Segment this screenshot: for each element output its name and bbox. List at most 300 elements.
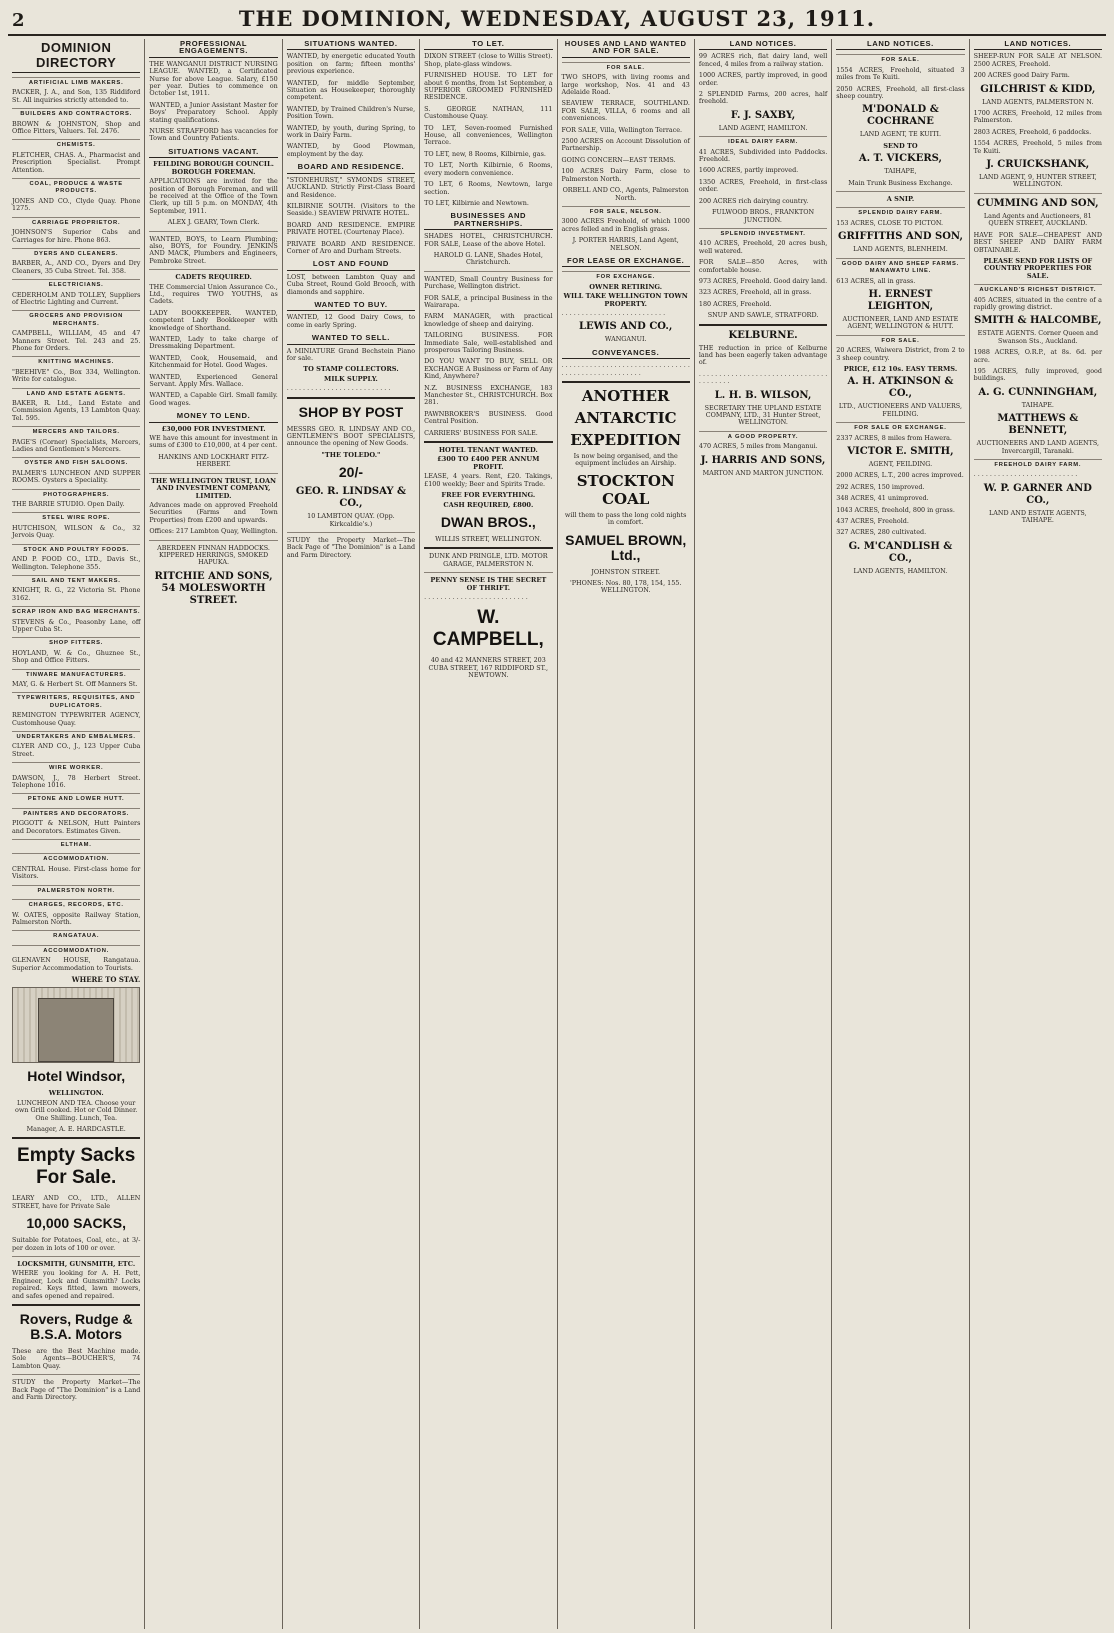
directory-section-head: COAL, PRODUCE & WASTE PRODUCTS. xyxy=(12,178,140,196)
land-ads-3 xyxy=(699,240,827,308)
locksmith-title: LOCKSMITH, GUNSMITH, ETC. xyxy=(17,1260,136,1268)
matthews-address: AUCTIONEERS AND LAND AGENTS, Invercargill, Taranaki. xyxy=(976,439,1100,455)
classified-ad: 200 ACRES good Dairy Farm. xyxy=(973,71,1070,80)
directory-section-head: GROCERS AND PROVISION MERCHANTS. xyxy=(12,310,140,328)
classified-ad: 348 ACRES, 41 unimproved. xyxy=(836,494,929,503)
classified-ad: WANTED, a Junior Assistant Master for Boys' Preparatory School. Apply stating qualifications. xyxy=(149,100,278,124)
directory-entry: CAMPBELL, WILLIAM, 45 and 47 Manners Street. Tel. 243 and 25. Phone for Orders. xyxy=(12,329,141,352)
business-sign: HAROLD G. LANE, Shades Hotel, Christchurch. xyxy=(433,250,543,267)
dunk-pringle: DUNK AND PRINGLE, LTD. MOTOR GARAGE, PALMERSTON N. xyxy=(429,552,548,568)
directory-sections xyxy=(12,77,140,972)
money-heading: MONEY TO LEND. xyxy=(149,411,277,422)
classified-ad: SEAVIEW TERRACE, SOUTHLAND. FOR SALE, VILLA, 6 rooms and all conveniences. xyxy=(561,99,690,123)
money-amount: £30,000 FOR INVESTMENT. xyxy=(161,424,266,433)
classified-ad: 973 ACRES, Freehold. Good dairy land. xyxy=(698,276,828,285)
antarctic-line-3: EXPEDITION xyxy=(570,431,682,449)
exchange-heading: FOR LEASE OR EXCHANGE. xyxy=(562,256,690,267)
lewis-name: LEWIS AND CO., xyxy=(579,321,673,333)
toledo: "THE TOLEDO." xyxy=(321,450,381,459)
directory-entry: HUTCHISON, WILSON & Co., 32 Jervois Quay. xyxy=(12,523,141,540)
classified-ad: WANTED, Experienced General Servant. Apply Mrs. Wallace. xyxy=(149,372,278,389)
porter-harris: J. PORTER HARRIS, Land Agent, NELSON. xyxy=(572,236,679,252)
land-notices-heading-2: LAND NOTICES. xyxy=(836,39,964,50)
dwan-bros: DWAN BROS., xyxy=(440,513,536,530)
saxby-name: F. J. SAXBY, xyxy=(730,109,796,121)
situations-vacant-heading: SITUATIONS VACANT. xyxy=(149,147,277,158)
fulwood: FULWOOD BROS., FRANKTON JUNCTION. xyxy=(712,208,815,224)
directory-section-head: ACCOMMODATION. xyxy=(12,853,140,863)
classified-ad: 2 SPLENDID Farms, 200 acres, half freehold. xyxy=(698,90,828,106)
snip-text: 153 ACRES, CLOSE TO PICTON. xyxy=(836,218,944,227)
lost-heading: LOST AND FOUND xyxy=(287,259,415,270)
directory-section-head: PAINTERS AND DECORATORS. xyxy=(12,808,140,818)
price-terms: PRICE, £12 10s. EASY TERMS. xyxy=(843,364,958,373)
classified-ad: 100 ACRES Dairy Farm, close to Palmerston North. xyxy=(561,167,690,183)
hotel-name: Hotel Windsor, xyxy=(27,1068,126,1085)
classified-ad: TO LET, North Kilbirnie, 6 Rooms, every modern convenience. xyxy=(424,161,553,177)
directory-entry: JOHNSON'S Superior Cabs and Carriages for hire. Phone 863. xyxy=(12,228,141,244)
classified-ad: CARRIERS' BUSINESS FOR SALE. xyxy=(424,428,538,437)
directory-section-head: RANGATAUA. xyxy=(12,930,140,940)
samuel-brown: SAMUEL BROWN, Ltd., xyxy=(565,531,687,563)
lindsay-name: GEO. R. LINDSAY & CO., xyxy=(295,486,407,510)
board-ads xyxy=(287,177,415,256)
directory-entry: PIGGOTT & NELSON, Hutt Painters and Decorators. Estimates Given. xyxy=(12,819,141,835)
lindsay-address: 10 LAMBTON QUAY. (Opp. Kirkcaldie's.) xyxy=(307,512,395,528)
land-notices-heading-3: LAND NOTICES. xyxy=(974,39,1102,50)
land-ads-6 xyxy=(974,53,1102,79)
wanted-sell-heading: WANTED TO SELL. xyxy=(287,333,415,344)
wanted-buy-text: WANTED, 12 Good Dairy Cows, to come in early Spring. xyxy=(286,313,416,329)
directory-entry: THE BARRIE STUDIO. Open Daily. xyxy=(12,500,125,509)
hotel-city: WELLINGTON. xyxy=(48,1089,104,1098)
hotel-illustration xyxy=(12,987,140,1063)
town-property: WILL TAKE WELLINGTON TOWN PROPERTY. xyxy=(563,292,688,308)
directory-entry: CEDERHOLM AND TOLLEY, Suppliers of Electric Lighting and Current. xyxy=(12,290,141,306)
classified-ad: N.Z. BUSINESS EXCHANGE, 183 Manchester St., CHRISTCHURCH. Box 281. xyxy=(424,383,553,407)
nelson-text: 3000 ACRES Freehold, of which 1000 acres felled and in English grass. xyxy=(561,217,690,233)
directory-section-head: ELTHAM. xyxy=(12,839,140,849)
houses-ads xyxy=(562,74,690,183)
directory-entry: "BEEHIVE" Co., Box 334, Wellington. Write for catalogue. xyxy=(12,367,141,384)
vacant-text: APPLICATIONS are invited for the position of Borough Foreman, and will be received at the Office of the Town Clerk, up till 5 p.m. on MONDAY, 4th September, 1911. xyxy=(149,177,278,215)
classified-ad: THE WANGANUI DISTRICT NURSING LEAGUE. WANTED, a Certificated Nurse for above League. Salary, £150 per year. Duties to commence on October 1st, 1911. xyxy=(149,59,278,98)
directory-section-head: ACCOMMODATION. xyxy=(12,945,140,955)
vacant-sign: ALEX J. GEARY, Town Clerk. xyxy=(167,218,260,227)
situations-wanted-heading: SITUATIONS WANTED. xyxy=(287,39,415,50)
directory-section-head: STOCK AND POULTRY FOODS. xyxy=(12,544,140,554)
atkinson-name: A. H. ATKINSON & CO., xyxy=(847,376,954,400)
wilson-name: L. H. B. WILSON, xyxy=(714,389,812,401)
snip-sub: SPLENDID DAIRY FARM. xyxy=(836,207,964,217)
sacks-text: LEARY AND CO., LTD., ALLEN STREET, have for Private Sale xyxy=(12,1194,141,1210)
classified-ad: 41 ACRES, Subdivided into Paddocks. Freehold. xyxy=(698,147,828,164)
stockton-coal: STOCKTON COAL xyxy=(576,471,675,508)
classified-ad: 1043 ACRES, freehold, 800 in grass. xyxy=(836,505,955,514)
houses-heading: HOUSES AND LAND WANTED AND FOR SALE. xyxy=(562,39,690,58)
smith-address: AGENT, FEILDING. xyxy=(868,459,933,468)
gilchrist-name: GILCHRIST & KIDD, xyxy=(980,83,1096,95)
hotel-lease-text: LEASE, 4 years. Rent, £20. Takings, £100 weekly; Beer and Spirits Trade. xyxy=(424,472,553,488)
classified-ad: 200 ACRES rich dairying country. xyxy=(698,196,809,205)
classified-ad: 327 ACRES, 280 cultivated. xyxy=(836,528,927,537)
owner-retiring: OWNER RETIRING. xyxy=(589,282,663,291)
directory-entry: BROWN & JOHNSTON, Shop and Office Fitters, Valuers. Tel. 2476. xyxy=(12,119,141,136)
classified-ad: 2000 ACRES, L.T., 200 acres improved. xyxy=(836,471,964,480)
cunningham-name: A. G. CUNNINGHAM, xyxy=(978,386,1098,398)
cumming-name: CUMMING AND SON, xyxy=(976,197,1099,209)
land-ads-2 xyxy=(699,149,827,205)
directory-entry: FLETCHER, CHAS. A., Pharmacist and Prescription Specialist. Prompt Attention. xyxy=(12,150,141,174)
directory-entry: BAKER, R. Ltd., Land Estate and Commission Agents, 13 Lambton Quay. Tel. 595. xyxy=(12,399,141,422)
smith-name: VICTOR E. SMITH, xyxy=(847,445,954,457)
classified-ad: WANTED, Cook, Housemaid, and Kitchenmaid for Hotel. Good Wages. xyxy=(149,353,278,370)
classified-ad: 2500 ACRES on Account Dissolution of Partnership. xyxy=(561,137,690,153)
lewis-city: WANGANUI. xyxy=(604,335,647,344)
griffiths-name: GRIFFITHS AND SON, xyxy=(837,231,963,243)
directory-section-head: MERCERS AND TAILORS. xyxy=(12,426,140,436)
classified-ad: 2050 ACRES, Freehold, all first-class sheep country. xyxy=(836,84,965,101)
rovers-title: Rovers, Rudge & B.S.A. Motors xyxy=(19,1311,133,1343)
directory-section-head: CHEMISTS. xyxy=(12,139,140,149)
money-text: WE have this amount for investment in sums of £300 to £10,000, at 4 per cent. xyxy=(149,434,278,450)
directory-entry: PALMER'S LUNCHEON AND SUPPER ROOMS. Oysters a Speciality. xyxy=(12,468,141,485)
orbell: ORBELL AND CO., Agents, Palmerston North. xyxy=(562,186,689,202)
land-ads-7 xyxy=(974,110,1102,155)
hotel-manager: Manager, A. E. HARDCASTLE. xyxy=(26,1124,126,1133)
classified-ad: WANTED, for middle September, Situation as Housekeeper, thoroughly competent. xyxy=(286,78,416,102)
exchange-sub-2: FOR SALE OR EXCHANGE. xyxy=(836,422,964,432)
classified-ad: 1554 ACRES, Freehold, situated 3 miles from Te Kuiti. xyxy=(836,65,965,82)
classified-ad: FARM MANAGER, with practical knowledge of sheep and dairying. xyxy=(424,312,553,328)
antarctic-text: Is now being organised, and the equipment includes an Airship. xyxy=(573,452,678,468)
classified-ad: 1600 ACRES, partly improved. xyxy=(698,166,799,175)
samuel-phone: 'PHONES: Nos. 80, 178, 154, 155. WELLINGTON. xyxy=(569,579,682,595)
land-ads-5 xyxy=(836,472,964,536)
directory-section-head: CARRIAGE PROPRIETOR. xyxy=(12,217,140,227)
business-text: SHADES HOTEL, CHRISTCHURCH. FOR SALE, Lease of the above Hotel. xyxy=(424,232,553,248)
classified-ad: 180 ACRES, Freehold. xyxy=(698,299,772,308)
classified-ad: GOING CONCERN—EAST TERMS. xyxy=(561,155,676,164)
classified-ad: 323 ACRES, Freehold, all in grass. xyxy=(698,288,812,297)
land-notices-heading-1: LAND NOTICES. xyxy=(699,39,827,50)
classified-ad: 1554 ACRES, Freehold, 5 miles from Te Kuiti. xyxy=(973,139,1102,155)
for-sale-sub-3: FOR SALE. xyxy=(836,335,964,345)
classified-ad: KILBIRNIE SOUTH. (Visitors to the Seaside.) SEAVIEW PRIVATE HOTEL. xyxy=(286,201,416,218)
matthews-name: MATTHEWS & BENNETT, xyxy=(997,413,1079,437)
milk-head: MILK SUPPLY. xyxy=(324,374,378,383)
classified-ad: DO YOU WANT TO BUY, SELL OR EXCHANGE A Business or Farm of Any Kind, Anywhere? xyxy=(424,357,553,381)
vickers-name: A. T. VICKERS, xyxy=(858,153,943,165)
vacant-head: FEILDING BOROUGH COUNCIL. BOROUGH FOREMAN. xyxy=(153,160,274,176)
good-property: A GOOD PROPERTY. xyxy=(699,431,827,441)
mcdonald-name: M'DONALD & COCHRANE xyxy=(862,104,939,128)
lost-text: LOST, between Lambton Quay and Cuba Street, Round Gold Brooch, with diamonds and sapphire. xyxy=(286,272,416,296)
hotel-text: LUNCHEON AND TEA. Choose your own Grill cooked. Hot or Cold Dinner. One Shilling. Lunch, Tea. xyxy=(15,1098,138,1122)
mcandlish-address: LAND AGENTS, HAMILTON. xyxy=(853,566,948,575)
price: 20/- xyxy=(338,464,363,481)
garner-name: W. P. GARNER AND CO., xyxy=(983,482,1092,506)
column-to-let: TO LET. DIXON STREET (close to Willis Street). Shop, plate-glass windows. FURNISHED HOUSE. TO LET for about 6 months, from 1st September, a SUPERIOR GROOMED FURNISHED RESIDENCE. S. GEORGE NATHAN, 111 Customhouse Quay. TO LET, Seven-roomed Furnished House, all conveniences, Wellington Terrace. TO LET, new, 8 Rooms, Kilbirnie, gas. TO LET, North Kilbirnie, 6 Rooms, every modern convenience. TO LET, 6 Rooms, Newtown, large section. TO LET, Kilbirnie and Newtown. BUSINESSES AND PARTNERSHIPS. SHADES HOTEL, CHRISTCHURCH. FOR SALE, Lease of the above Hotel. HAROLD G. LANE, Shades Hotel, Christchurch. WANTED, Small Country Business for Purchase, Wellington district. FOR SALE, a principal Business in the Wairarapa. FARM MANAGER, with practical knowledge of sheep and dairying. TAILORING BUSINESS. FOR Immediate Sale, well-established and prosperous Tailoring Business. DO YOU WANT TO BUY, SELL OR EXCHANGE A Business or Farm of Any Kind, Anywhere? N.Z. BUSINESS EXCHANGE, 183 Manchester St., CHRISTCHURCH. Box 281. PAWNBROKER'S BUSINESS. Good Central Position. CARRIERS' BUSINESS FOR SALE. HOTEL TENANT WANTED. £300 TO £400 PER ANNUM PROFIT. LEASE, 4 years. Rent, £20. Takings, £100 weekly; Beer and Spirits Trade. FREE FOR EVERYTHING. CASH REQUIRED, £800. DWAN BROS., WILLIS STREET, WELLINGTON. DUNK AND PRINGLE, LTD. MOTOR GARAGE, PALMERSTON N. PENNY SENSE IS THE SECRET OF THRIFT. . . . . . . . . . . . . . . . . . . . . . . . . . . W. CAMPBELL, 40 and 42 MANNERS STREET, 203 CUBA STREET, 167 RIDDIFORD ST., NEWTOWN. xyxy=(420,39,557,1629)
kelburne-heading: KELBURNE. xyxy=(728,329,798,341)
vickers-address: TAIHAPE, xyxy=(884,167,917,176)
directory-entry: KNIGHT, R. G., 22 Victoria St. Phone 3162. xyxy=(12,586,141,602)
vickers-sub: Main Trunk Business Exchange. xyxy=(848,178,953,187)
harris-sons: J. HARRIS AND SONS, xyxy=(700,454,826,466)
where-to-stay: WHERE TO STAY. xyxy=(71,974,141,984)
directory-section-head: KNITTING MACHINES. xyxy=(12,356,140,366)
board-heading: BOARD AND RESIDENCE. xyxy=(287,162,415,173)
classified-ad: FOR SALE—850 Acres, with comfortable house. xyxy=(698,258,828,274)
professional-heading: PROFESSIONAL ENGAGEMENTS. xyxy=(149,39,277,58)
antarctic-line-2: ANTARCTIC xyxy=(574,409,677,427)
land-ads-1 xyxy=(699,53,827,105)
classified-ad: TO LET, 6 Rooms, Newtown, large section. xyxy=(424,180,553,196)
column-situations-wanted: SITUATIONS WANTED. WANTED, by energetic educated Youth position on farm; fifteen months' previous experience. WANTED, for middle September, Situation as Housekeeper, thoroughly competent. WANTED, by Trained Children's Nurse, Position Town. WANTED, by youth, during Spring, to work in Dairy Farm. WANTED, by Good Plowman, employment by the day. BOARD AND RESIDENCE. "STONEHURST," SYMONDS STREET, AUCKLAND. Strictly First-Class Board and Residence. KILBIRNIE SOUTH. (Visitors to the Seaside.) SEAVIEW PRIVATE HOTEL. BOARD AND RESIDENCE. EMPIRE PRIVATE HOTEL (Courtenay Place). PRIVATE BOARD AND RESIDENCE. Corner of Aro and Durham Streets. LOST AND FOUND LOST, between Lambton Quay and Cuba Street, Round Gold Brooch, with diamonds and sapphire. WANTED TO BUY. WANTED, 12 Good Dairy Cows, to come in early Spring. WANTED TO SELL. A MINIATURE Grand Bechstein Piano for sale. TO STAMP COLLECTORS. MILK SUPPLY. . . . . . . . . . . . . . . . . . . . . . . . . . . SHOP BY POST MESSRS GEO. R. LINDSAY AND CO., GENTLEMEN'S BOOT SPECIALISTS, announce the opening of New Goods. "THE TOLEDO." 20/- GEO. R. LINDSAY & CO., 10 LAMBTON QUAY. (Opp. Kirkcaldie's.) STUDY the Property Market—The Back Page of "The Dominion" is a Land and Farm Directory. xyxy=(283,39,420,1629)
study-text-2: STUDY the Property Market—The Back Page of "The Dominion" is a Land and Farm Directory. xyxy=(286,536,416,559)
cadets-text: THE Commercial Union Assurance Co., Ltd., requires TWO YOUTHS, as Cadets. xyxy=(149,282,278,306)
directory-entry: PAGE'S (Corner) Specialists, Mercers, Ladies and Gentlemen's Mercers. xyxy=(12,437,141,454)
cruickshank-address: LAND AGENT, 9, HUNTER STREET, WELLINGTON. xyxy=(979,173,1097,189)
nelson-sub: FOR SALE, NELSON. xyxy=(562,206,690,216)
directory-section-head: PALMERSTON NORTH. xyxy=(12,885,140,895)
directory-section-head: TINWARE MANUFACTURERS. xyxy=(12,669,140,679)
wilson-address: SECRETARY THE UPLAND ESTATE COMPANY, LTD., 31 Hunter Street, WELLINGTON. xyxy=(704,403,822,427)
garner-address: LAND AND ESTATE AGENTS, TAIHAPE. xyxy=(989,508,1087,525)
directory-section-head: SCRAP IRON AND BAG MERCHANTS. xyxy=(12,606,140,616)
bawle: SNUP AND SAWLE, STRATFORD. xyxy=(707,311,819,320)
column-land-notices-2 xyxy=(832,39,969,1629)
directory-section-head: PHOTOGRAPHERS. xyxy=(12,489,140,499)
exchange-sub: FOR EXCHANGE. xyxy=(562,271,690,281)
ritchie-name: RITCHIE AND SONS, 54 MOLESWORTH STREET. xyxy=(154,570,273,606)
splendid-investment: SPLENDID INVESTMENT. xyxy=(699,228,827,238)
classified-ad: S. GEORGE NATHAN, 111 Customhouse Quay. xyxy=(424,104,553,121)
gilchrist-address: LAND AGENTS, PALMERSTON N. xyxy=(982,97,1094,106)
trust-text: Advances made on approved Freehold Securities (Farms and Town Properties) from £200 and upwards. xyxy=(149,500,278,524)
auckland-text: 405 ACRES, situated in the centre of a rapidly growing district. xyxy=(973,295,1102,311)
classified-ad: WANTED, by Good Plowman, employment by the day. xyxy=(286,142,416,158)
classified-ad: TO LET, new, 8 Rooms, Kilbirnie, gas. xyxy=(424,149,546,158)
classified-ad: 292 ACRES, 150 improved. xyxy=(836,482,925,491)
column-land-notices-3: LAND NOTICES. SHEEP-RUN FOR SALE AT NELSON. 2500 ACRES, Freehold. 200 ACRES good Dairy Farm. GILCHRIST & KIDD, LAND AGENTS, PALMERSTON N. 1700 ACRES, Freehold, 12 miles from Palmerston. 2803 ACRES, Freehold, 6 paddocks. 1554 ACRES, Freehold, 5 miles from Te Kuiti. J. CRUICKSHANK, LAND AGENT, 9, HUNTER STREET, WELLINGTON. CUMMING AND SON, Land Agents and Auctioneers, 81 QUEEN STREET, AUCKLAND. HAVE FOR SALE—CHEAPEST AND BEST SHEEP AND DAIRY FARM OBTAINABLE. PLEASE SEND FOR LISTS OF COUNTRY PROPERTIES FOR SALE. AUCKLAND'S RICHEST DISTRICT. 405 ACRES, situated in the centre of a rapidly growing district. SMITH & HALCOMBE, ESTATE AGENTS. Corner Queen and Swanson Sts., Auckland. 1988 ACRES, O.R.P., at 8s. 6d. per acre. 195 ACRES, fully improved, good buildings. A. G. CUNNINGHAM, TAIHAPE. MATTHEWS & BENNETT, AUCTIONEERS AND LAND AGENTS, Invercargill, Taranaki. FREEHOLD DAIRY FARM. . . . . . . . . . . . . . . . . . . . . . . . . . . W. P. GARNER AND CO., LAND AND ESTATE AGENTS, TAIHAPE. xyxy=(973,39,1102,525)
classified-ad: WANTED, by Trained Children's Nurse, Position Town. xyxy=(286,104,416,121)
page-number: 2 xyxy=(12,10,25,31)
hotel-free: FREE FOR EVERYTHING. xyxy=(441,491,536,500)
penny-head: PENNY SENSE IS THE SECRET OF THRIFT. xyxy=(430,576,547,592)
auckland-district: AUCKLAND'S RICHEST DISTRICT. xyxy=(974,284,1102,294)
newspaper-title: THE DOMINION, WEDNESDAY, AUGUST 23, 1911. xyxy=(238,6,876,31)
directory-entry: MAY, G. & Herbert St. Off Manners St. xyxy=(12,679,138,688)
manawatu-text: 613 ACRES, all in grass. xyxy=(836,276,916,285)
classified-ad: NURSE STRAFFORD has vacancies for Town and Country Patients. xyxy=(149,127,278,143)
freehold-dairy: FREEHOLD DAIRY FARM. xyxy=(974,459,1102,469)
boys-text: WANTED, BOYS, to Learn Plumbing; also, BOYS, for Foundry. JENKINS AND MACK, Plumbers and Engineers, Pembroke Street. xyxy=(149,234,278,265)
directory-entry: DAWSON, J., 78 Herbert Street. Telephone 1016. xyxy=(12,773,141,790)
business-ads xyxy=(424,295,552,438)
classified-ad: TO LET, Seven-roomed Furnished House, all conveniences, Wellington Terrace. xyxy=(424,123,553,147)
for-sale-sub: FOR SALE. xyxy=(562,62,690,72)
columns xyxy=(8,39,1106,1629)
directory-section-head: UNDERTAKERS AND EMBALMERS. xyxy=(12,731,140,741)
wanted-sell-text: A MINIATURE Grand Bechstein Piano for sale. xyxy=(286,346,416,362)
campbell-address: 40 and 42 MANNERS STREET, 203 CUBA STREET, 167 RIDDIFORD ST., NEWTOWN. xyxy=(428,656,549,680)
situations-wanted-ads xyxy=(287,53,415,158)
classified-ad: WANTED, by energetic educated Youth position on farm; fifteen months' previous experience. xyxy=(286,52,416,76)
leighton-address: AUCTIONEER, LAND AND ESTATE AGENT, WELLINGTON & HUTT. xyxy=(842,314,959,331)
rovers-text: These are the Best Machine made. Sole Agents—BOUCHER'S, 74 Lambton Quay. xyxy=(12,1347,141,1370)
to-let-heading: TO LET. xyxy=(424,39,552,50)
trust-office: Offices: 217 Lambton Quay, Wellington. xyxy=(149,527,278,536)
classified-ad: WANTED, Lady to take charge of Dressmaking Department. xyxy=(149,335,278,351)
classified-ad: PAWNBROKER'S BUSINESS. Good Central Position. xyxy=(424,409,553,426)
wanted-buy-heading: WANTED TO BUY. xyxy=(287,300,415,311)
directory-section-head: PETONE AND LOWER HUTT. xyxy=(12,793,140,803)
land-ads-4 xyxy=(836,67,964,101)
directory-section-head: OYSTER AND FISH SALOONS. xyxy=(12,457,140,467)
harris-sons-address: MARTON AND MARTON JUNCTION. xyxy=(702,468,824,477)
directory-entry: HOYLAND, W. & Co., Ghuznee St., Shop and Office Fitters. xyxy=(12,648,141,665)
stamp-head: TO STAMP COLLECTORS. xyxy=(303,365,399,374)
classified-ad: BOARD AND RESIDENCE. EMPIRE PRIVATE HOTEL (Courtenay Place). xyxy=(286,220,416,237)
griffiths-address: LAND AGENTS, BLENHEIM. xyxy=(853,245,948,254)
directory-section-head: WIRE WORKER. xyxy=(12,762,140,772)
classified-ad: 1988 ACRES, O.R.P., at 8s. 6d. per acre. xyxy=(973,348,1102,364)
leighton-name: H. ERNEST LEIGHTON, xyxy=(867,288,934,312)
directory-section-head: ELECTRICIANS. xyxy=(12,279,140,289)
locksmith-text: WHERE you looking for A. H. Pett, Engineer, Lock and Gunsmith? Locks repaired. Keys fitted, lawn mowers, and safes opened and repaired. xyxy=(12,1269,141,1300)
directory-section-head: CHARGES, RECORDS, ETC. xyxy=(12,899,140,909)
to-let-ads xyxy=(424,53,552,207)
classified-ad: TO LET, Kilbirnie and Newtown. xyxy=(424,198,529,207)
good-text: 470 ACRES, 5 miles from Manganui. xyxy=(698,442,818,451)
hotel-wanted: HOTEL TENANT WANTED. xyxy=(438,446,538,455)
classified-ad: 410 ACRES, Freehold, 20 acres bush, well watered. xyxy=(698,239,828,255)
classified-ad: TWO SHOPS, with living rooms and large workshop, Nos. 41 and 43 Adelaide Road. xyxy=(561,73,690,97)
classified-ad: SHEEP-RUN FOR SALE AT NELSON. 2500 ACRES, Freehold. xyxy=(973,52,1102,68)
classified-ad: WANTED, a Capable Girl. Small family. Good wages. xyxy=(149,391,278,407)
classified-ad: 99 ACRES rich, flat dairy land, well fenced, 4 miles from a railway station. xyxy=(698,52,828,68)
cunningham-address: TAIHAPE. xyxy=(1021,400,1054,409)
directory-section-head: SAIL AND TENT MAKERS. xyxy=(12,575,140,585)
classified-ad: TAILORING BUSINESS. FOR Immediate Sale, well-established and prosperous Tailoring Business. xyxy=(424,331,553,354)
cruickshank-name: J. CRUICKSHANK, xyxy=(986,159,1090,171)
classified-ad: WANTED, by youth, during Spring, to work in Dairy Farm. xyxy=(286,123,416,140)
stockton-text: will them to pass the long cold nights in comfort. xyxy=(564,510,687,527)
sacks-detail: Suitable for Potatoes, Coal, etc., at 3/- per dozen in lots of 100 or over. xyxy=(12,1236,141,1252)
please-send: PLEASE SEND FOR LISTS OF COUNTRY PROPERTIES FOR SALE. xyxy=(983,256,1093,280)
directory-section-head: BUILDERS AND CONTRACTORS. xyxy=(12,108,140,118)
halcombe-name: SMITH & HALCOMBE, xyxy=(974,315,1102,327)
column-directory xyxy=(8,39,145,1629)
directory-entry: AND P. FOOD CO., LTD., Davis St., Wellington. Telephone 355. xyxy=(12,555,141,571)
directory-entry: W. OATES, opposite Railway Station, Palmerston North. xyxy=(12,910,141,926)
conveyances-heading: CONVEYANCES. xyxy=(562,348,690,359)
directory-entry: STEVENS & Co., Peasonby Lane, off Upper Cuba St. xyxy=(12,617,141,633)
directory-section-head: DYERS AND CLEANERS. xyxy=(12,248,140,258)
masthead xyxy=(8,6,1106,36)
classified-ad: 1000 ACRES, partly improved, in good order. xyxy=(698,71,828,87)
directory-section-head: TYPEWRITERS, REQUISITES, AND DUPLICATORS. xyxy=(12,692,140,710)
saxby-address: LAND AGENT, HAMILTON. xyxy=(718,123,808,132)
snip: A SNIP. xyxy=(886,195,915,204)
classified-ad: FURNISHED HOUSE. TO LET for about 6 months, from 1st September, a SUPERIOR GROOMED FURNISHED RESIDENCE. xyxy=(424,71,553,102)
campbell-name: W. CAMPBELL, xyxy=(432,607,544,651)
column-land-notices-1: LAND NOTICES. 99 ACRES rich, flat dairy land, well fenced, 4 miles from a railway station. 1000 ACRES, partly improved, in good order. 2 SPLENDID Farms, 200 acres, half freehold. F. J. SAXBY, LAND AGENT, HAMILTON. IDEAL DAIRY FARM. 41 ACRES, Subdivided into Paddocks. Freehold. 1600 ACRES, partly improved. 1350 ACRES, Freehold, in first-class order. 200 ACRES rich dairying country. FULWOOD BROS., FRANKTON JUNCTION. SPLENDID INVESTMENT. 410 ACRES, Freehold, 20 acres bush, well watered. FOR SALE—850 Acres, with comfortable house. 973 ACRES, Freehold. Good dairy land. 323 ACRES, Freehold, all in grass. 180 ACRES, Freehold. SNUP AND SAWLE, STRATFORD. KELBURNE. THE reduction in price of Kelburne land has been eagerly taken advantage of. . . . . . . . . . . . . . . . . . . . . . . . . . . . . . . . . . . . . . . . . L. H. B. WILSON, SECRETARY THE UPLAND ESTATE COMPANY, LTD., 31 Hunter Street, WELLINGTON. A GOOD PROPERTY. 470 ACRES, 5 miles from Manganui. J. HARRIS AND SONS, MARTON AND MARTON JUNCTION. xyxy=(695,39,832,1629)
directory-entry: GLENAVEN HOUSE, Rangataua. Superior Accommodation to Tourists. xyxy=(12,956,141,972)
directory-entry: JONES AND CO., Clyde Quay. Phone 1275. xyxy=(12,196,141,213)
directory-section-head: STEEL WIRE ROPE. xyxy=(12,512,140,522)
study-text: STUDY the Property Market—The Back Page of "The Dominion" is a Land and Farm Directory. xyxy=(12,1378,141,1402)
vacant-ads xyxy=(149,310,277,407)
directory-entry: PACKER, J. A., and Son, 135 Riddiford St. All inquiries strictly attended to. xyxy=(12,88,141,104)
business-heading: BUSINESSES AND PARTNERSHIPS. xyxy=(424,211,552,230)
money-firm: HANKINS AND LOCKHART FITZ-HERBERT. xyxy=(158,452,269,469)
for-sale2-text: 20 ACRES, Waiwera District, from 2 to 3 sheep country. xyxy=(836,346,965,362)
shop-by-post: SHOP BY POST xyxy=(298,403,404,420)
cash-required: CASH REQUIRED, £800. xyxy=(443,500,534,509)
haddock-text: ABERDEEN FINNAN HADDOCKS. KIPPERED HERRINGS, SMOKED HAPUKA. xyxy=(157,543,270,567)
mcandlish-name: G. M'CANDLISH & CO., xyxy=(848,540,953,564)
cumming-text: HAVE FOR SALE—CHEAPEST AND BEST SHEEP AND DAIRY FARM OBTAINABLE. xyxy=(973,230,1102,254)
send-to: SEND TO xyxy=(883,141,918,150)
exchange-text: 2337 ACRES, 8 miles from Hawera. xyxy=(836,433,952,442)
classified-ad: 1350 ACRES, Freehold, in first-class order. xyxy=(698,177,828,194)
mcdonald-address: LAND AGENT, TE KUITI. xyxy=(859,130,942,139)
classified-ad: "STONEHURST," SYMONDS STREET, AUCKLAND. Strictly First-Class Board and Residence. xyxy=(286,175,416,199)
column-houses-land: HOUSES AND LAND WANTED AND FOR SALE. FOR SALE. TWO SHOPS, with living rooms and large workshop, Nos. 41 and 43 Adelaide Road. SEAVIEW TERRACE, SOUTHLAND. FOR SALE, VILLA, 6 rooms and all conveniences. FOR SALE, Villa, Wellington Terrace. 2500 ACRES on Account Dissolution of Partnership. GOING CONCERN—EAST TERMS. 100 ACRES Dairy Farm, close to Palmerston North. ORBELL AND CO., Agents, Palmerston North. FOR SALE, NELSON. 3000 ACRES Freehold, of which 1000 acres felled and in English grass. J. PORTER HARRIS, Land Agent, NELSON. FOR LEASE OR EXCHANGE. FOR EXCHANGE. OWNER RETIRING. WILL TAKE WELLINGTON TOWN PROPERTY. . . . . . . . . . . . . . . . . . . . . . . . . . . LEWIS AND CO., WANGANUI. CONVEYANCES. . . . . . . . . . . . . . . . . . . . . . . . . . . . . . . . . . . . . . . . . . . . . . . . . . . . . ANOTHER ANTARCTIC EXPEDITION Is now being organised, and the equipment includes an Airship. STOCKTON COAL will them to pass the long cold nights in comfort. SAMUEL BROWN, Ltd., JOHNSTON STREET. 'PHONES: Nos. 80, 178, 154, 155. WELLINGTON. xyxy=(558,39,695,1629)
sacks-title: Empty Sacks For Sale. xyxy=(17,1145,136,1189)
classified-ad: 437 ACRES, Freehold. xyxy=(836,517,909,525)
column-professional xyxy=(145,39,282,1629)
samuel-address: JOHNSTON STREET. xyxy=(591,567,660,576)
directory-entry: BARBER, A., AND CO., Dyers and Dry Cleaners, 35 Cuba Street. Tel. 358. xyxy=(12,259,141,275)
antarctic-line-1: ANOTHER xyxy=(581,387,670,405)
classified-ad: DIXON STREET (close to Willis Street). Shop, plate-glass windows. xyxy=(424,52,553,68)
directory-entry: CLYER AND CO., J., 123 Upper Cuba Street. xyxy=(12,742,141,758)
sacks-count: 10,000 SACKS, xyxy=(26,1215,126,1232)
classified-ad: LADY BOOKKEEPER. WANTED, competent Lady Bookkeeper with knowledge of Shorthand. xyxy=(149,308,278,332)
kelburne-text: THE reduction in price of Kelburne land has been eagerly taken advantage of. xyxy=(698,343,828,367)
classified-ad: 2803 ACRES, Freehold, 6 paddocks. xyxy=(973,127,1092,136)
professional-ads xyxy=(149,61,277,143)
cadets-head: CADETS REQUIRED. xyxy=(175,273,252,282)
shop-text: MESSRS GEO. R. LINDSAY AND CO., GENTLEMEN'S BOOT SPECIALISTS, announce the opening of New Goods. xyxy=(286,424,416,448)
directory-section-head: SHOP FITTERS. xyxy=(12,637,140,647)
directory-entry: CENTRAL House. First-class home for Visitors. xyxy=(12,864,141,881)
business-wanted: WANTED, Small Country Business for Purchase, Wellington district. xyxy=(424,274,553,291)
halcombe-address: ESTATE AGENTS. Corner Queen and Swanson Sts., Auckland. xyxy=(977,329,1099,345)
directory-section-head: ARTIFICIAL LIMB MAKERS. xyxy=(12,77,140,87)
classified-ad: FOR SALE, a principal Business in the Wairarapa. xyxy=(424,293,553,309)
classified-ad: PRIVATE BOARD AND RESIDENCE. Corner of Aro and Durham Streets. xyxy=(286,239,416,255)
manawatu: GOOD DAIRY AND SHEEP FARMS. MANAWATU LINE. xyxy=(836,258,964,276)
land-ads-8 xyxy=(974,349,1102,383)
hotel-amount: £300 TO £400 PER ANNUM PROFIT. xyxy=(437,455,540,471)
directory-entry: REMINGTON TYPEWRITER AGENCY, Customhouse Quay. xyxy=(12,711,141,727)
cumming-address: Land Agents and Auctioneers, 81 QUEEN STREET, AUCKLAND. xyxy=(983,211,1092,228)
atkinson-address: LTD., AUCTIONEERS AND VALUERS, FEILDING. xyxy=(838,402,962,418)
for-sale-sub-2: FOR SALE. xyxy=(836,54,964,64)
directory-section-head: LAND AND ESTATE AGENTS. xyxy=(12,388,140,398)
trust-head: THE WELLINGTON TRUST, LOAN AND INVESTMENT COMPANY, LIMITED. xyxy=(151,476,277,500)
classified-ad: FOR SALE, Villa, Wellington Terrace. xyxy=(561,125,683,134)
classified-ad: 1700 ACRES, Freehold, 12 miles from Palmerston. xyxy=(973,109,1102,125)
directory-heading: DOMINION DIRECTORY xyxy=(12,39,140,73)
classified-ad: 195 ACRES, fully improved, good buildings. xyxy=(973,366,1102,383)
ideal-dairy: IDEAL DAIRY FARM. xyxy=(699,136,827,146)
dwan-address: WILLIS STREET, WELLINGTON. xyxy=(435,534,542,543)
